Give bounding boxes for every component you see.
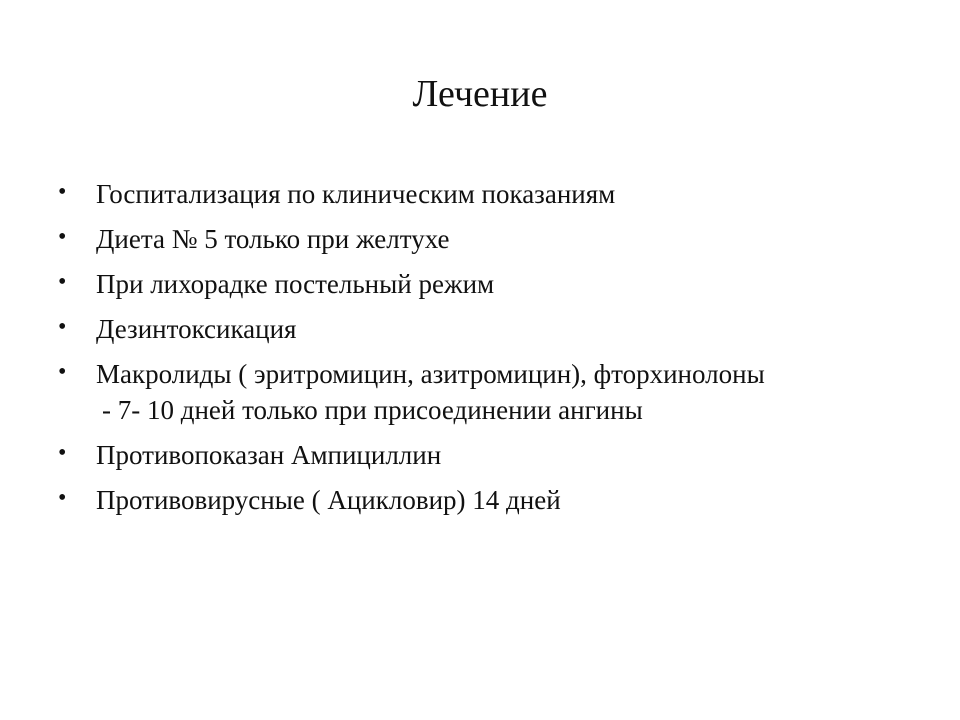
list-item-continuation: - 7- 10 дней только при присоединении ангины bbox=[102, 395, 643, 425]
bullet-icon: • bbox=[58, 269, 67, 295]
list-item-text: При лихорадке постельный режим bbox=[96, 269, 495, 299]
list-item bbox=[58, 221, 918, 257]
list-item-text: Макролиды ( эритромицин, азитромицин), фторхинолоны bbox=[96, 359, 765, 389]
list-item-text: Госпитализация по клиническим показаниям bbox=[96, 179, 616, 209]
bullet-icon: • bbox=[58, 485, 67, 511]
list-item bbox=[58, 266, 918, 302]
list-item bbox=[58, 356, 918, 428]
bullet-icon: • bbox=[58, 224, 67, 250]
bullet-icon: • bbox=[58, 440, 67, 466]
bullet-icon: • bbox=[58, 359, 67, 385]
list-item-text: Противопоказан Ампициллин bbox=[96, 440, 442, 470]
list-item bbox=[58, 482, 918, 518]
list-item bbox=[58, 176, 918, 212]
list-item-text: Дезинтоксикация bbox=[96, 314, 297, 344]
list-item bbox=[58, 437, 918, 473]
list-item bbox=[58, 311, 918, 347]
list-item-text: Противовирусные ( Ацикловир) 14 дней bbox=[96, 485, 561, 515]
bullet-icon: • bbox=[58, 314, 67, 340]
slide-title: Лечение bbox=[412, 73, 548, 115]
list-item-text: Диета № 5 только при желтухе bbox=[96, 224, 450, 254]
bullet-icon: • bbox=[58, 179, 67, 205]
bullet-list bbox=[58, 176, 918, 527]
